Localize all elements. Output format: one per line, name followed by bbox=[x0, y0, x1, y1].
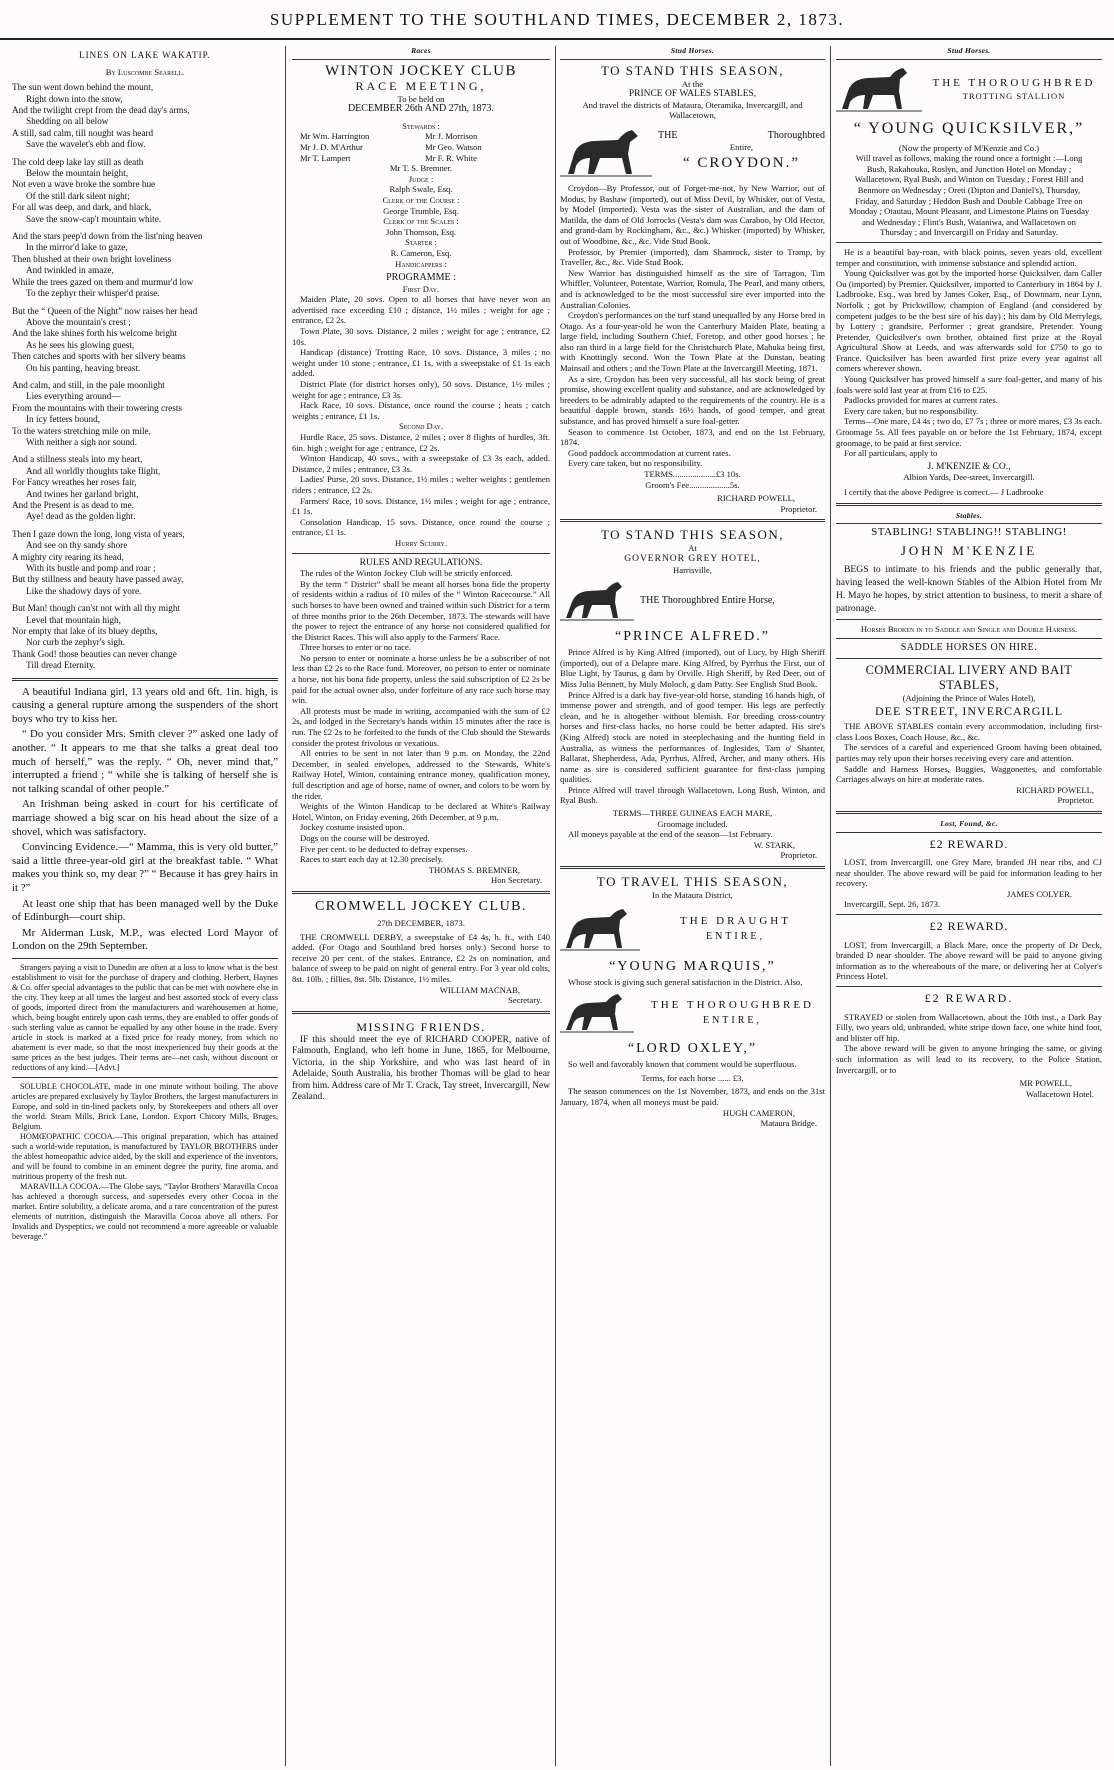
poem-line: Then blushed at their own bright loveliness bbox=[12, 253, 172, 264]
homeopathic-cocoa-advert: HOMŒOPATHIC COCOA.—This original preparation, which has attained such a world-wide reputation, is manufactured by TAYLOR BROTHERS under the ablest homeopathic advice aided, by the skill and experience of the inventors, and will be found to combine in an eminent degree the purity, fine aroma, and nutritious property of the fresh nut. bbox=[12, 1131, 278, 1181]
reward-3-text2: The above reward will be given to anyone bringing the same, or giving such information as will lead to its recovery, to the Police Station, Invercargill, or to bbox=[836, 1043, 1102, 1075]
poem-stanza bbox=[12, 380, 278, 448]
poem-line: The sun went down behind the mount, bbox=[12, 82, 154, 93]
poem-stanza bbox=[12, 306, 278, 374]
divider bbox=[292, 1011, 550, 1014]
oxley-header-block bbox=[560, 990, 825, 1036]
croydon-paragraph: Season to commence 1st October, 1873, and end on the 1st February, 1874. bbox=[560, 426, 825, 448]
poem-line: With its bustle and pomp and roar ; bbox=[26, 563, 156, 574]
horses-broken: Horses Broken in to Saddle and Single and Double Harness. bbox=[860, 623, 1078, 634]
steward-name: Mr J. Morrison bbox=[425, 131, 478, 142]
poem-line: And twinkled in amaze, bbox=[26, 265, 114, 276]
poem-line: But Man! though can'st not with all thy might bbox=[12, 603, 181, 614]
day1-races bbox=[292, 294, 550, 421]
divider bbox=[836, 503, 1102, 506]
divider bbox=[292, 891, 550, 894]
rule-item: Races to start each day at 12.30 precisely. bbox=[300, 854, 444, 865]
poem-line: Level that mountain high, bbox=[26, 614, 121, 625]
draught-label: THE DRAUGHT bbox=[680, 914, 791, 927]
poem-line: From the mountains with their towering crests bbox=[12, 402, 182, 413]
prince-alfred-proprietor-title: Proprietor. bbox=[780, 850, 817, 861]
thoroughbred-label: THE THOROUGHBRED bbox=[651, 999, 814, 1012]
chocolate-advert: SOLUBLE CHOCOLATE, made in one minute without boiling. The above articles are prepared exclusively by Taylor Brothers, the largest manufacturers in Europe, and sold in tin-lined packets only, by Storekeepers and others all over the world. Steam Mills, Brick Lane, London. Export Chicory Mills, Bruges, Belgium. bbox=[12, 1081, 278, 1131]
poem-line: But thy stillness and beauty have passed away, bbox=[12, 574, 184, 585]
stewards-label: Stewards : bbox=[402, 120, 440, 131]
prince-alfred-paragraph: Prince Alfred is by King Alfred (imported), out of Lucy, by High Sheriff (imported), out of a Delapre mare. King Alfred, by Pyrrhus the First, out of Blue Light, by Taurus, g dam by Orville. High Sheriff, by Red Deer, out of Miss Julia Bennett, by Muly Moloch, g dam Patty. See English Stud Book. bbox=[560, 647, 825, 689]
maravilla-cocoa-advert: MARAVILLA COCOA.—The Globe says, “Taylor Brothers' Maravilla Cocoa has achieved a thorough success, and supersedes every other Cocoa in the market. Entire solubility, a delicate aroma, and a rare concentration of the purest elements of nutrition, distinguish the Maravilla Cocoa above all others. For Invalids and Dyspeptics, we could not recommend a more agreeable or valuable beverage.” bbox=[12, 1181, 278, 1241]
poem-line: Shedding on all below bbox=[26, 116, 109, 127]
croydon-body bbox=[560, 183, 825, 469]
race-entry: Town Plate, 30 sovs. Distance, 2 miles ; weight for age ; entrance, £2 10s. bbox=[292, 326, 550, 347]
poem-line: Nor curb the zephyr's sigh. bbox=[26, 637, 125, 648]
rule-item: Weights of the Winton Handicap to be declared at White's Railway Hotel, Winton, on Friday evening, 26th December, at 9 p.m. bbox=[292, 801, 550, 822]
croydon-stable: PRINCE OF WALES STABLES, bbox=[628, 89, 757, 100]
strangers-advert: Strangers paying a visit to Dunedin are often at a loss to know what is the best establishment to visit for the purchase of drapery and clothing. Herbert, Haynes & Co. offer special advantages to the public that can be met with nowhere else in the city. They keep at all times the largest and best assorted stock of every class of goods, imported direct from the manufacturers and warehousemen at home, which, being bought entirely upon cash terms, they are enabled to offer goods of such sterling value as cannot be equalled by any other house in the trade. Every article in stock is marked at a fixed price for ready money, from which no abatement is ever made, so that the most inexperienced buy their goods at the same prices as the best judges. Their terms are—net cash, without discount or reductions of any kind.—[Advt.] bbox=[12, 962, 278, 1072]
croydon-proprietor-title: Proprietor. bbox=[780, 503, 817, 514]
horse-engraving-icon bbox=[560, 578, 634, 624]
column-1 bbox=[12, 46, 278, 1766]
livery-street: DEE STREET, INVERCARGILL bbox=[874, 703, 1064, 718]
prince-alfred-paragraph: Prince Alfred is a dark bay five-year-old horse, standing 16 hands high, of immense power and strength, and of good temper. His legs are perfectly clean, and he is altogether without blemish. For breeding cross-country horses and first-class hacks, no horse could be better adapted. His sire's (King Alfred) stock are noted in steeplechasing and the hunting field in Australia, as witness the performances of Inglesides, Tam o' Shanter, Ballarat, Shepherdess, Ada, Pyrrhus, Alfred, Archer, and many others. His name as sire is considered sufficient guarantee for first-class jumping qualities. bbox=[560, 689, 825, 785]
poem-line: Like the shadowy days of yore. bbox=[26, 585, 142, 596]
programme-title: PROGRAMME : bbox=[386, 272, 456, 284]
poem-stanza bbox=[12, 454, 278, 522]
divider bbox=[12, 958, 278, 959]
stabling-title: STABLING! STABLING!! STABLING! bbox=[871, 526, 1067, 539]
rule-item: All protests must be made in writing, accompanied with the sum of £2 2s, and lodged in the Secretary's hands within 15 minutes after the race is run. The £2 2s to be forfeited to the funds of the Club should the Stewards consider the protest frivolous or vexatious. bbox=[292, 705, 550, 748]
section-header: Stables. bbox=[836, 511, 1102, 525]
section-header: Lost, Found, &c. bbox=[836, 819, 1102, 833]
croydon-groom-fee: Groom's Fee...................5s. bbox=[645, 479, 740, 490]
section-header: Stud Horses. bbox=[560, 46, 825, 60]
poem-line: And the Present is as dead to me. bbox=[12, 500, 134, 510]
quicksilver-paragraph: Young Quicksilver was got by the imported horse Quicksilver, dam Caller Ou (imported) by Premier. Quicksilver, imported to Canterbury in 1864 by J. Ladbrooke, Esq., was bred by James Coker, Esq., of Downnam, near Lynn, Norfolk ; got by Prickwillow, champion of England (and considered by competent judges to be the best sire of his day) ; his dam by Old Merrylegs, by Lottery ; grandsire, Performer ; great grandsire, Pretender. Young Pretender, Quicksilver's own brother, obtained first prize at the Royal Agricultural Show at Leeds, and was afterwards sold for £750 to go to France. Quicksilver has been awarded first prize every year against all comers wherever shown. bbox=[836, 268, 1102, 374]
livery-adjoining: (Adjoining the Prince of Wales Hotel), bbox=[902, 692, 1036, 703]
prince-alfred-place: GOVERNOR GREY HOTEL, bbox=[624, 553, 761, 564]
poem-line: For all was deep, and dark, and black, bbox=[12, 202, 152, 213]
poem-title: LINES ON LAKE WAKATIP. bbox=[79, 50, 211, 60]
steward-last: Mr T. S. Bremner. bbox=[389, 163, 453, 174]
rule-item: No person to enter or nominate a horse unless he be a subscriber of not less than £2 2s to the Race fund. Moreover, no person to enter or nominate a horse, not his bona fide property, unless the said subscription of £2 2s be paid for the actual owner also, under forfeiture of any race such horse may win. bbox=[292, 652, 550, 706]
news-paragraph: An Irishman being asked in court for his certificate of marriage showed a big scar on his head about the size of a shovel, which was satisfactory. bbox=[12, 798, 278, 838]
reward-2-title: £2 REWARD. bbox=[929, 919, 1009, 934]
poem-line: Aye! dead as the golden light. bbox=[26, 511, 136, 522]
clerk-scales-label: Clerk of the Scales : bbox=[383, 216, 459, 227]
starter: R. Cameron, Esq. bbox=[390, 247, 452, 258]
croydon-paragraph: New Warrior has distinguished himself as the sire of Tarragon, Tim Whiffler, Volunteer, Potentate, Warrior, Romula, The Pearl, and many others, and is acknowledged to be the most successful sire ever imported into the Australian Colonies. bbox=[560, 267, 825, 310]
quicksilver-paragraph: Terms—One mare, £4 4s ; two do, £7 7s ; three or more mares, £3 3s each. Groomage 5s. All fees payable on or before the 1st February, 1874, except groomage, to be paid at first service. bbox=[836, 416, 1102, 448]
saddle-horses-hire: SADDLE HORSES ON HIRE. bbox=[900, 642, 1038, 654]
quicksilver-address: Albion Yards, Dee-street, Invercargill. bbox=[903, 472, 1035, 483]
poem-stanza bbox=[12, 529, 278, 597]
young-marquis-text: Whose stock is giving such general satisfaction in the District. Also, bbox=[568, 976, 803, 987]
rule-item: By the term “ District” shall be meant all horses bona fide the property of residents within a radius of 10 miles of the “ Winton Racecourse.” All such horses to have been owned and trained within such District for a term of three months prior to the 26th December, 1873. The stewards will have the power to reject the entrance of any horse not considered qualified for the District Races. This will also apply to the Farmers' Race. bbox=[292, 578, 550, 642]
prince-alfred-moneys: All moneys payable at the end of the season—1st February. bbox=[568, 829, 773, 840]
divider bbox=[836, 242, 1102, 243]
poem-line: As he sees his glowing guest, bbox=[26, 339, 135, 350]
section-header: Races bbox=[292, 46, 550, 60]
poem-stanza bbox=[12, 157, 278, 225]
prince-alfred-terms: TERMS—THREE GUINEAS EACH MARE, bbox=[612, 808, 773, 819]
travel-proprietor: HUGH CAMERON, bbox=[722, 1107, 795, 1118]
croydon-header-text bbox=[652, 131, 825, 172]
poem-line: Then catches and sports with her silvery beams bbox=[12, 351, 186, 362]
entire-label: ENTIRE, bbox=[702, 1015, 763, 1027]
reward-3-place: Wallacetown Hotel. bbox=[1025, 1088, 1094, 1099]
prince-alfred-desc: THE Thoroughbred Entire Horse, bbox=[640, 594, 775, 606]
poem-line: Lies everything around— bbox=[26, 391, 121, 402]
rules-list bbox=[292, 568, 550, 865]
poem bbox=[12, 82, 278, 672]
steward-name: Mr Geo. Watson bbox=[425, 141, 482, 152]
race-entry: Maiden Plate, 20 sovs. Open to all horses that have never won an advertised race exceeding £10 ; distance, 1½ miles ; weight for age ; entrance, £2 2s. bbox=[292, 294, 550, 326]
entire-label: Entire, bbox=[729, 141, 754, 152]
reward-1-date: Invercargill, Sept. 26, 1873. bbox=[844, 899, 941, 910]
prince-alfred-header-block bbox=[560, 578, 825, 624]
column-2 bbox=[292, 46, 550, 1766]
first-day: First Day. bbox=[402, 283, 440, 294]
poem-line: For Fancy wreathes her roses fair, bbox=[12, 477, 137, 488]
poem-line: In the mirror'd lake to gaze, bbox=[26, 242, 128, 253]
poem-line: Till dread Eternity. bbox=[26, 660, 96, 671]
quicksilver-paragraph: Every care taken, but no responsibility. bbox=[844, 405, 979, 416]
cromwell-text: THE CROMWELL DERBY, a sweepstake of £4 4s, h. ft., with £40 added. (For Otago and Southland bred horses only.) Second horse to receive 20 per cent. of the stakes. Entrance, £2 2s on nomination, and balance of sweep to be paid on night of general entry. For 3 year old colts, 8st. 10lb. ; fillies, 8st. 5lb. Distance, 1½ miles. bbox=[292, 931, 550, 984]
column-rule bbox=[830, 46, 831, 1766]
poem-line: Save the wavelet's ebb and flow. bbox=[26, 139, 146, 150]
john-mkenzie-name: JOHN M'KENZIE bbox=[900, 542, 1038, 558]
poem-author: By Luscombe Searell. bbox=[105, 66, 185, 77]
livery-paragraph: The services of a careful and experienced Groom having been obtained, parties may rely upon their horses receiving every care and attention. bbox=[836, 742, 1102, 763]
divider bbox=[836, 638, 1102, 639]
cromwell-secretary-title: Secretary. bbox=[507, 995, 542, 1006]
prince-alfred-at: At bbox=[688, 543, 697, 554]
lord-oxley-text: So well and favorably known that comment would be superfluous. bbox=[568, 1059, 797, 1070]
poem-line: And a stillness steals into my heart, bbox=[12, 454, 143, 465]
column-rule bbox=[555, 46, 556, 1766]
held-on: To be held on bbox=[397, 93, 445, 104]
stabling-text: BEGS to intimate to his friends and the public generally that, having leased the well-known Stables of the Albion Hotel from Mr H. Mayo he hopes, by strict attention to business, to merit a share of patronage. bbox=[836, 563, 1102, 614]
divider bbox=[836, 914, 1102, 915]
poem-stanza bbox=[12, 82, 278, 150]
divider bbox=[560, 519, 825, 522]
lord-oxley-name: “LORD OXLEY,” bbox=[627, 1041, 758, 1057]
steward-name: Mr F. R. White bbox=[425, 152, 477, 163]
poem-line: Above the mountain's crest ; bbox=[26, 316, 131, 327]
divider bbox=[12, 1077, 278, 1078]
clerk-scales: John Thomson, Esq. bbox=[385, 226, 457, 237]
travel-district: In the Mataura District, bbox=[652, 890, 733, 901]
livery-proprietor-title: Proprietor. bbox=[1057, 795, 1094, 806]
poem-stanza bbox=[12, 231, 278, 299]
divider bbox=[836, 986, 1102, 987]
race-entry: Winton Handicap, 40 sovs., with a sweepstake of £3 3s each, added. Distance, 2 miles ; entrance, £3 3s. bbox=[292, 453, 550, 474]
clerk-course-label: Clerk of the Course : bbox=[382, 194, 460, 205]
winton-subtitle: RACE MEETING, bbox=[355, 78, 487, 93]
poem-line: Nor empty that lake of its bluey depths, bbox=[12, 626, 158, 637]
news-paragraph: Convincing Evidence.—“ Mamma, this is very old butter,” said a little three-year-old girl at the breakfast table. “ What makes you think so, my dear ?” “ Because it has grey hairs in it ?” bbox=[12, 841, 278, 894]
poem-line: In icy fetters bound, bbox=[26, 414, 100, 425]
winton-title: WINTON JOCKEY CLUB bbox=[325, 62, 517, 79]
race-entry: Consolation Handicap, 15 sovs. Distance, once round the course ; entrance, £1 1s. bbox=[292, 516, 550, 538]
column-4 bbox=[836, 46, 1102, 1766]
race-entry: Handicap (distance) Trotting Race, 10 sovs. Distance, 3 miles ; no weight under 10 stone ; entrance, £1 1s, with a sweepstake of £1 1s each added. bbox=[292, 347, 550, 379]
croydon-name: “ CROYDON.” bbox=[683, 154, 800, 171]
reward-3-signature: MR POWELL, bbox=[1019, 1078, 1072, 1089]
newspaper-title: SUPPLEMENT TO THE SOUTHLAND TIMES, DECEMBER 2, 1873. bbox=[269, 10, 845, 29]
livery-paragraph: Saddle and Harness Horses, Buggies, Waggonettes, and comfortable Carriages always on hire at moderate rates. bbox=[836, 763, 1102, 785]
hurry-scurry: Hurry Scurry. bbox=[395, 537, 447, 548]
croydon-paragraph: Croydon—By Professor, out of Forget-me-not, by New Warrior, out of Modus, by Bashaw (imported), out of Miss Devil, by Whisker, out of Vesta, by Model (imported). Vesta was the sister of Australian, and the dam of Matilda, the dam of Old Jorrocks (Vesta's dam was Caraboo, by Old Hector, and grand-dam by Rockingham, &c., &c.) Whisker (imported) by Whisker, out of Woodbine, &c., &c. Vide Stud Book. bbox=[560, 182, 825, 246]
cromwell-date: 27th DECEMBER, 1873. bbox=[377, 917, 465, 928]
section-header: Stud Horses. bbox=[836, 46, 1102, 60]
day2-races bbox=[292, 432, 550, 538]
travel-terms: Terms, for each horse ...... £3. bbox=[641, 1072, 744, 1083]
race-entry: District Plate (for district horses only), 50 sovs. Distance, 1½ miles ; weight for age ; entrance, £3 3s. bbox=[292, 379, 550, 400]
poem-line: Right down into the snow, bbox=[26, 93, 123, 104]
quicksilver-owner: (Now the property of M'Kenzie and Co.) bbox=[898, 142, 1040, 153]
secretary-name: THOMAS S. BREMNER, bbox=[428, 864, 520, 875]
croydon-at: At the bbox=[681, 78, 704, 89]
column-3 bbox=[560, 46, 825, 1766]
rule-item: Jockey costume insisted upon. bbox=[300, 822, 405, 833]
travel-ad-title: TO TRAVEL THIS SEASON, bbox=[596, 874, 789, 890]
quicksilver-body bbox=[836, 247, 1102, 459]
quicksilver-name: “ YOUNG QUICKSILVER,” bbox=[853, 119, 1085, 137]
pedigree-certificate: I certify that the above Pedigree is correct.— J Ladbrooke bbox=[844, 487, 1044, 497]
race-entry: Farmers' Race, 10 sovs. Distance, 1½ miles ; weight for age ; entrance, £1 1s. bbox=[292, 495, 550, 517]
poem-line: To the zephyr their whisper'd praise. bbox=[26, 288, 160, 299]
croydon-header-block bbox=[560, 124, 825, 180]
judge-label: Judge : bbox=[408, 173, 434, 184]
poem-line: A still, sad calm, till nought was heard bbox=[12, 127, 154, 138]
reward-1-signature: JAMES COLYER. bbox=[1006, 888, 1072, 899]
divider bbox=[836, 811, 1102, 814]
quicksilver-paragraph: He is a beautiful bay-roan, with black points, seven years old, excellent temper and constitution, with immense substance and splendid action. bbox=[836, 246, 1102, 268]
entire-label: ENTIRE, bbox=[705, 930, 766, 942]
poem-line: And see on thy sandy shore bbox=[26, 540, 128, 551]
second-day: Second Day. bbox=[398, 421, 444, 432]
poem-line: And the stars peep'd down from the list'ning heaven bbox=[12, 231, 203, 242]
quicksilver-paragraph: Padlocks provided for mares at current rates. bbox=[844, 395, 998, 406]
poem-line: Thank God! those beauties can never change bbox=[12, 648, 177, 659]
horse-engraving-icon bbox=[560, 124, 652, 180]
young-marquis-name: “YOUNG MARQUIS,” bbox=[609, 958, 776, 974]
reward-1-text: LOST, from Invercargill, one Grey Mare, branded JH near ribs, and CJ near shoulder. The above reward will be paid for information leading to her recovery. bbox=[836, 857, 1102, 889]
quicksilver-paragraph: Young Quicksilver has proved himself a sure foal-getter, and many of his foals were sold last year at from £16 to £25. bbox=[836, 374, 1102, 395]
the-label: THE bbox=[658, 130, 678, 142]
prince-alfred-ad-title: TO STAND THIS SEASON, bbox=[600, 527, 785, 543]
news-paragraph: A beautiful Indiana girl, 13 years old and 6ft. 1in. high, is causing a general rupture among the suspenders of the short boys who try to kiss her. bbox=[12, 685, 278, 725]
column-rule bbox=[285, 46, 286, 1766]
reward-1-title: £2 REWARD. bbox=[929, 836, 1009, 851]
poem-line: To the waters stretching mile on mile, bbox=[12, 425, 151, 436]
marquis-header-text bbox=[640, 914, 825, 944]
travel-proprietor-place: Mataura Bridge. bbox=[760, 1118, 817, 1129]
croydon-paragraph: Every care taken, but no responsibility. bbox=[568, 458, 703, 469]
prince-alfred-name: “PRINCE ALFRED.” bbox=[615, 629, 770, 645]
poem-line: And the lake shines forth his welcome bright bbox=[12, 328, 178, 339]
poem-line: And all worldly thoughts take flight, bbox=[26, 465, 161, 476]
missing-friends-title: MISSING FRIENDS. bbox=[356, 1019, 486, 1034]
croydon-paragraph: Good paddock accommodation at current rates. bbox=[568, 447, 731, 458]
handicappers: Handicappers : bbox=[395, 258, 447, 269]
poem-line: On his panting, heaving breast. bbox=[26, 362, 141, 373]
divider bbox=[292, 553, 550, 554]
steward-name: Mr Wm. Harrington bbox=[300, 131, 370, 142]
news-paragraph: At least one ship that has been managed well by the Duke of Edinburgh—court ship. bbox=[12, 897, 278, 924]
prince-alfred-town: Harrisville, bbox=[673, 564, 712, 575]
oxley-header-text bbox=[634, 998, 825, 1028]
steward-name: Mr J. D. M'Arthur bbox=[300, 141, 363, 152]
livery-title: COMMERCIAL LIVERY AND BAIT STABLES, bbox=[865, 662, 1073, 692]
rule-item: Dogs on the course will be destroyed. bbox=[300, 832, 430, 843]
paragraphs bbox=[12, 686, 278, 954]
poem-stanza bbox=[12, 603, 278, 671]
divider bbox=[560, 866, 825, 869]
news-paragraph: Mr Alderman Lusk, M.P., was elected Lord Mayor of London on the 29th September. bbox=[12, 926, 278, 953]
quicksilver-header-text bbox=[922, 76, 1102, 102]
rule-item: Five per cent. to be deducted to defray expenses. bbox=[300, 843, 468, 854]
poem-line: Not even a wave broke the sombre hue bbox=[12, 179, 156, 190]
trotting-stallion-label: TROTTING STALLION bbox=[962, 90, 1066, 101]
quicksilver-header-block bbox=[836, 63, 1102, 115]
livery-body bbox=[836, 721, 1102, 785]
croydon-paragraph: Croydon's performances on the turf stand unequalled by any Horse bred in Otago. As a four-year-old he won the Canterbury Maiden Plate, beating a large field, including Southern Chief, Foretop, and other good horses ; he also ran third in a large field for the Christchurch Plate, Mahuka being first, with Knottingly second. Won the Town Plate at the Dunstan, beating Mainsail and others ; and the Town Plate at the Invercargill Meeting, 1871. bbox=[560, 310, 825, 374]
poem-line: The cold deep lake lay still as death bbox=[12, 156, 144, 167]
croydon-paragraph: As a sire, Croydon has been very successful, all his stock being of great promise, showing excellent quality and substance, and are acknowledged by breeders to be admirably adapted to the requirements of the country. He is a beautiful dapple brown, stands 16½ hands, of good temper, and great substance, and has proved himself a sure foal-getter. bbox=[560, 373, 825, 427]
divider bbox=[12, 678, 278, 681]
masthead bbox=[0, 0, 1114, 40]
livery-proprietor: RICHARD POWELL, bbox=[1016, 784, 1094, 795]
meeting-dates: DECEMBER 26th AND 27th, 1873. bbox=[347, 103, 495, 115]
croydon-travel: And travel the districts of Mataura, Oteramika, Invercargill, and Wallacetown, bbox=[582, 99, 803, 121]
judge: Ralph Swale, Esq. bbox=[389, 184, 453, 195]
race-entry: Ladies' Purse, 20 sovs. Distance, 1½ miles ; welter weights ; gentlemen riders ; entrance, £2 2s. bbox=[292, 474, 550, 495]
poem-line: But the “ Queen of the Night” now raises her head bbox=[12, 305, 198, 316]
rule-item: All entries to be sent in not later than 9 p.m. on Monday, the 22nd December, in sealed envelopes, addressed to the Stewards, White's Railway Hotel, Winton, containing entrance money, qualification money, full description and age of horse, name of owner, and colors to be worn by the rider. bbox=[292, 748, 550, 801]
croydon-terms: TERMS....................£3 10s. bbox=[644, 469, 741, 479]
horse-engraving-icon bbox=[560, 990, 634, 1036]
rule-item: The rules of the Winton Jockey Club will be strictly enforced. bbox=[300, 568, 513, 579]
poem-line: While the trees gazed on them and murmur'd low bbox=[12, 276, 194, 287]
livery-paragraph: THE ABOVE STABLES contain every accommodation, including first-class Loos Boxes, Coach House, &c., &c. bbox=[836, 721, 1102, 742]
race-entry: Hack Race, 10 sovs. Distance, once round the course ; heats ; catch weights ; entrance, £1 1s. bbox=[292, 400, 550, 421]
steward-name: Mr T. Lampert bbox=[300, 152, 351, 163]
poem-line: And calm, and still, in the pale moonlight bbox=[12, 379, 165, 390]
rules-title: RULES AND REGULATIONS. bbox=[359, 557, 483, 568]
quicksilver-route: Will travel as follows, making the round once a fortnight :—Long Bush, Rakahouka, Roslyn, and Junction Hotel on Monday ; Wallacetown, Ryal Bush, and Winton on Tuesday ; Forest Hill and Benmore on Wednesday ; Oreti (Dipton and Daniel's), Thursday, Friday, and Saturday ; Heddon Bush and Double Cabbage Tree on Monday ; Otautau, Mount Pleasant, and Limestone Plains on Tuesday and Wednesday ; Flint's Bush, Waianiwa, and Wallacetown on Thursday ; and Invercargill on Friday and Saturday. bbox=[848, 153, 1090, 238]
missing-friends-text: IF this should meet the eye of RICHARD COOPER, native of Falmouth, England, who left home in June, 1865, for Melbourne, Victoria, in the ship Yorkshire, and who was last heard of in Adelaide, South Australia, his brother Thomas will be glad to hear from him. Address care of Mr T. Crack, Tay street, Invercargill, New Zealand. bbox=[292, 1034, 550, 1103]
croydon-the-line bbox=[658, 131, 825, 142]
divider bbox=[836, 658, 1102, 659]
starter-label: Starter : bbox=[405, 237, 437, 248]
prince-alfred-groomage: Groomage included. bbox=[657, 818, 728, 829]
horse-engraving-icon bbox=[560, 904, 640, 954]
prince-alfred-paragraph: Prince Alfred will travel through Wallacetown, Long Bush, Winton, and Ryal Bush. bbox=[560, 784, 825, 806]
cromwell-title: CROMWELL JOCKEY CLUB. bbox=[314, 898, 528, 914]
quicksilver-paragraph: For all particulars, apply to bbox=[844, 448, 938, 459]
reward-2-text: LOST, from Invercargill, a Black Mare, once the property of Dr Deck, branded D near shoulder. The above reward will be paid to anyone giving information as to the whereabouts of the mare, or delivering her at Colyer's Princess Hotel. bbox=[836, 939, 1102, 982]
prince-alfred-body bbox=[560, 647, 825, 806]
croydon-paragraph: Professor, by Premier (imported), dam Shamrock, sister to Tramp, by Traveller, &c., &c. Vide Stud Book. bbox=[560, 246, 825, 268]
quicksilver-proprietor: J. M'KENZIE & CO., bbox=[927, 461, 1011, 472]
marquis-header-block bbox=[560, 904, 825, 954]
rule-item: Three horses to enter or no race. bbox=[300, 642, 411, 653]
secretary-title: Hon Secretary. bbox=[491, 875, 542, 886]
croydon-proprietor: RICHARD POWELL, bbox=[717, 493, 795, 504]
reward-3-text: STRAYED or stolen from Wallacetown, about the 10th inst., a Dark Bay Filly, two years old, unbranded, white stripe down face, one white hind foot, and blister off hip. bbox=[836, 1011, 1102, 1043]
poem-line: A mighty city rearing its head, bbox=[12, 551, 124, 562]
poem-line: Of the still dark silent night; bbox=[26, 190, 130, 201]
divider bbox=[836, 619, 1102, 620]
race-entry: Hurdle Race, 25 sovs. Distance, 2 miles ; over 8 flights of hurdles, 3ft. 6in. high ; weight for age ; entrance, £2 2s. bbox=[292, 432, 550, 453]
news-paragraph: “ Do you consider Mrs. Smith clever ?” asked one lady of another. “ It appears to me that she talks a great deal too much of herself,” was the reply. “ Oh, never mind that,” interrupted a friend ; “ while she is talking of herself she is not talking scandal of other people.” bbox=[12, 728, 278, 795]
poem-line: Save the snow-cap't mountain white. bbox=[26, 213, 162, 224]
poem-line: Then I gaze down the long, long vista of years, bbox=[12, 528, 185, 539]
reward-3-title: £2 REWARD. bbox=[924, 991, 1014, 1006]
prince-alfred-proprietor: W. STARK, bbox=[753, 839, 795, 850]
stewards-list bbox=[292, 131, 550, 163]
thoroughbred-label: THE THOROUGHBRED bbox=[932, 76, 1096, 89]
croydon-ad-title: TO STAND THIS SEASON, bbox=[600, 62, 785, 78]
cromwell-secretary: WILLIAM MACNAB, bbox=[439, 984, 520, 995]
horse-engraving-icon bbox=[836, 63, 922, 115]
poem-line: And the twilight crept from the dead day's arms, bbox=[12, 105, 190, 115]
travel-season: The season commences on the 1st November, 1873, and ends on the 31st January, 1874, when all moneys must be paid. bbox=[560, 1086, 825, 1107]
poem-line: Below the mountain height, bbox=[26, 168, 129, 179]
clerk-course: George Trumble, Esq. bbox=[383, 205, 459, 216]
poem-line: And twines her garland bright, bbox=[26, 488, 139, 499]
thoroughbred-label: Thoroughbred bbox=[767, 130, 825, 142]
poem-line: With neither a sigh nor sound. bbox=[26, 436, 137, 447]
